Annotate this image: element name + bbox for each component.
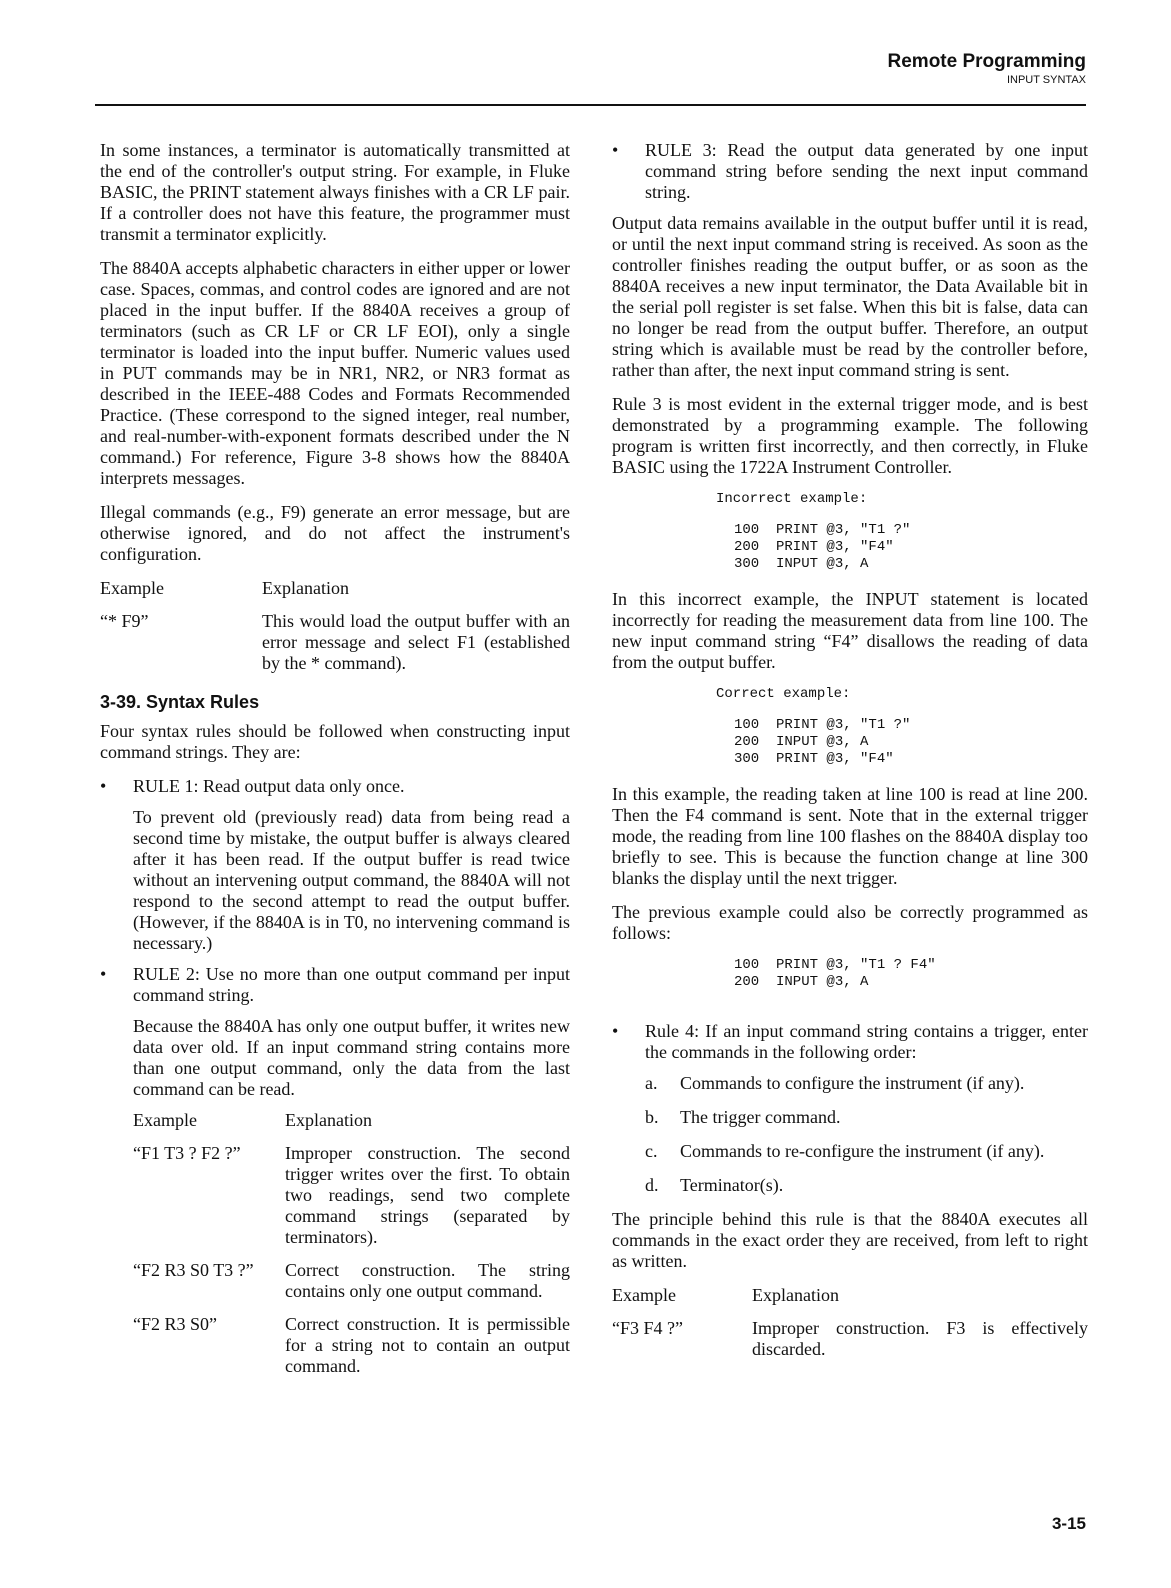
bullet-icon: •	[612, 140, 619, 160]
rule-4-steps	[645, 1073, 1088, 1196]
example-explanation: Correct construction. It is permissible for a string not to contain an output command.	[285, 1314, 570, 1376]
example-explanation: Improper construction. F3 is effectively discarded.	[752, 1318, 1088, 1359]
rule-3-title: RULE 3: Read the output data generated by one input command string before sending the next input command string.	[645, 140, 1088, 202]
paragraph-illegal: Illegal commands (e.g., F9) generate an error message, but are otherwise ignored, and do not affect the instrument's configuration.	[100, 502, 570, 564]
list-item-text: Commands to re-configure the instrument (if any).	[680, 1141, 1045, 1161]
example-header	[133, 1110, 570, 1131]
example-string: “F1 T3 ? F2 ?”	[133, 1143, 241, 1163]
rule-3-body-3: In this incorrect example, the INPUT statement is located incorrectly for reading the measurement data from line 100. The new input command string “F4” disallows the reading of data from the output buffer.	[612, 589, 1088, 672]
paragraph-principle: The principle behind this rule is that the 8840A executes all commands in the exact order they are received, from left to right as written.	[612, 1209, 1088, 1271]
example-col-label: Example	[612, 1285, 676, 1305]
rule-1	[100, 776, 570, 954]
list-item	[645, 1107, 1088, 1128]
page-header	[888, 50, 1086, 86]
list-item-letter: c.	[645, 1141, 658, 1161]
example-explanation: Improper construction. The second trigger writes over the first. To obtain two readings, send two complete command strings (separated by terminators).	[285, 1143, 570, 1247]
correct-example-label: Correct example:	[716, 686, 851, 702]
rule-3-body-1: Output data remains available in the output buffer until it is read, or until the next input command string is received. As soon as the controller finishes reading the output buffer, or as soon as the 8840A receives a new input terminator, the Data Available bit in the serial poll register is set false. When this bit is false, data can no longer be read from the output buffer. Therefore, an output string which is available must be read by the controller before, rather than after, the next input command string is sent.	[612, 213, 1088, 380]
example-header	[100, 578, 570, 599]
example-row	[133, 1314, 570, 1377]
rule-2	[100, 964, 570, 1377]
example-explanation: Correct construction. The string contains only one output command.	[285, 1260, 570, 1301]
incorrect-example-code: 100 PRINT @3, "T1 ?" 200 PRINT @3, "F4" 300 INPUT @3, A	[734, 522, 911, 572]
list-item-letter: d.	[645, 1175, 659, 1195]
right-column	[612, 140, 1088, 1372]
list-item-letter: a.	[645, 1073, 658, 1093]
list-item-letter: b.	[645, 1107, 659, 1127]
example-col-label: Example	[133, 1110, 197, 1130]
rule-4-title: Rule 4: If an input command string contains a trigger, enter the commands in the following order:	[645, 1021, 1088, 1062]
example-string: “F2 R3 S0”	[133, 1314, 218, 1334]
bullet-icon: •	[100, 776, 107, 796]
rule-3	[612, 140, 1088, 203]
rule-1-title: RULE 1: Read output data only once.	[133, 776, 405, 796]
example-col-label: Example	[100, 578, 164, 598]
rule-1-body: To prevent old (previously read) data from being read a second time by mistake, the output buffer is always cleared after it has been read. If the output buffer is read twice without an intervening output command, the 8840A will not respond to the second attempt to read the output buffer. (However, if the 8840A is in T0, no intervening command is necessary.)	[133, 807, 570, 953]
paragraph-syntax-intro: Four syntax rules should be followed when constructing input command strings. They are:	[100, 721, 570, 762]
example-row	[133, 1260, 570, 1302]
header-subtitle: INPUT SYNTAX	[1006, 74, 1086, 86]
header-divider	[95, 104, 1086, 106]
example-string: “* F9”	[100, 611, 149, 631]
rule-4	[612, 1021, 1088, 1196]
list-item-text: Terminator(s).	[680, 1175, 784, 1195]
explanation-col-label: Explanation	[285, 1110, 372, 1130]
rule-3-body-2: Rule 3 is most evident in the external trigger mode, and is best demonstrated by a programming example. The following program is written first incorrectly, and then correctly, in Fluke BASIC using the 1722A Instrument Controller.	[612, 394, 1088, 477]
incorrect-example-label: Incorrect example:	[716, 491, 868, 507]
example-row	[133, 1143, 570, 1248]
rule-3-body-4: In this example, the reading taken at line 100 is read at line 200. Then the F4 command is sent. Note that in the external trigger mode, the reading from line 100 flashes on the 8840A display too briefly to see. This is because the function change at line 300 blanks the display until the next trigger.	[612, 784, 1088, 888]
list-item-text: The trigger command.	[680, 1107, 841, 1127]
example-header	[612, 1285, 1088, 1306]
rule-3-body-5: The previous example could also be correctly programmed as follows:	[612, 902, 1088, 943]
bullet-icon: •	[100, 964, 107, 984]
header-title: Remote Programming	[887, 51, 1086, 72]
example-row	[612, 1318, 1088, 1360]
example-string: “F2 R3 S0 T3 ?”	[133, 1260, 254, 1280]
list-item-text: Commands to configure the instrument (if any).	[680, 1073, 1025, 1093]
list-item	[645, 1073, 1088, 1094]
list-item	[645, 1141, 1088, 1162]
example-string: “F3 F4 ?”	[612, 1318, 683, 1338]
paragraph-terminator: In some instances, a terminator is automatically transmitted at the end of the controller's output string. For example, in Fluke BASIC, the PRINT statement always finishes with a CR LF pair. If a controller does not have this feature, the programmer must transmit a terminator explicitly.	[100, 140, 570, 244]
explanation-col-label: Explanation	[752, 1285, 839, 1305]
list-item	[645, 1175, 1088, 1196]
correct-example-code: 100 PRINT @3, "T1 ?" 200 INPUT @3, A 300 PRINT @3, "F4"	[734, 717, 911, 767]
example-explanation: This would load the output buffer with an error message and select F1 (established by the * command).	[262, 611, 570, 673]
explanation-col-label: Explanation	[262, 578, 349, 598]
paragraph-case: The 8840A accepts alphabetic characters in either upper or lower case. Spaces, commas, and control codes are ignored and are not placed in the input buffer. If the 8840A receives a group of terminators (such as CR LF or CR LF EOI), only a single terminator is loaded into the input buffer. Numeric values used in PUT commands may be in NR1, NR2, or NR3 format as described in the IEEE-488 Codes and Formats Recommended Practice. (These correspond to the signed integer, real number, and real-number-with-exponent formats described under the N command.) For reference, Figure 3-8 shows how the 8840A interprets messages.	[100, 258, 570, 488]
example-row	[100, 611, 570, 674]
alternate-example-code: 100 PRINT @3, "T1 ? F4" 200 INPUT @3, A	[734, 957, 936, 990]
bullet-icon: •	[612, 1021, 619, 1041]
page-number: 3-15	[1051, 1514, 1086, 1533]
rule-2-body: Because the 8840A has only one output buffer, it writes new data over old. If an input command string contains more than one output command, only the data from the last command can be read.	[133, 1016, 570, 1099]
left-column	[100, 140, 570, 1389]
section-heading: 3-39. Syntax Rules	[100, 692, 260, 712]
rule-2-title: RULE 2: Use no more than one output command per input command string.	[133, 964, 570, 1005]
